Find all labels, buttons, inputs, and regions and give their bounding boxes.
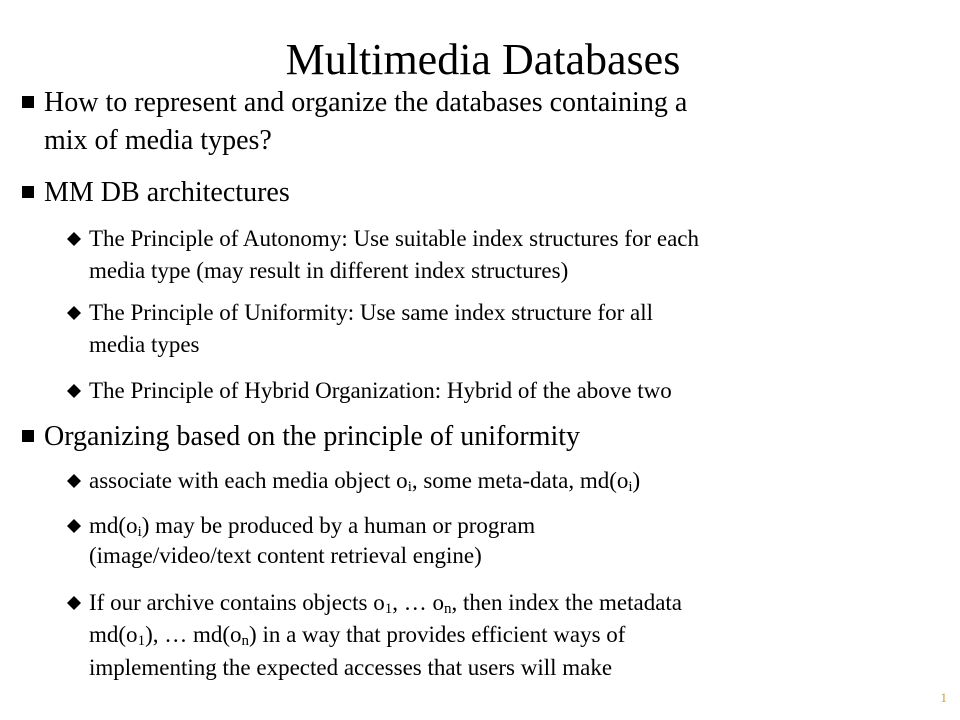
sub-bullet-text: (image/video/text content retrieval engine) [89, 543, 482, 568]
diamond-bullet-icon [67, 306, 81, 320]
bullet-text: Organizing based on the principle of uniformity [44, 421, 581, 452]
sub-bullet-text: The Principle of Autonomy: Use suitable index structures for each [89, 226, 699, 251]
diamond-bullet-icon [67, 596, 81, 610]
diamond-bullet-icon [67, 232, 81, 246]
sub-bullet-text: $md(o_i)$ may be produced by a human or program [89, 513, 536, 540]
sub-bullet-text: If our archive contains objects $o_1$, … $o_n$, then index the metadata [89, 590, 683, 617]
sub-bullet-text: associate with each media object $o_i$, some meta-data, $md(o_i)$ [89, 468, 641, 495]
diamond-bullet-icon [67, 384, 81, 398]
slide-title: Multimedia Databases [285, 35, 681, 84]
square-bullet-icon [22, 186, 34, 198]
diamond-bullet-icon [67, 519, 81, 533]
sub-bullet-text: The Principle of Uniformity: Use same index structure for all [89, 300, 653, 325]
sub-bullet-text: The Principle of Hybrid Organization: Hybrid of the above two [89, 378, 672, 403]
sub-bullet-text: media type (may result in different index structures) [89, 258, 569, 283]
bullet-text: MM DB architectures [44, 177, 290, 208]
diamond-bullet-icon [67, 474, 81, 488]
bullet-text: How to represent and organize the databases containing a [44, 87, 688, 118]
sub-bullet-text: media types [89, 332, 200, 357]
sub-bullet-text: implementing the expected accesses that users will make [89, 655, 613, 680]
square-bullet-icon [22, 96, 34, 108]
square-bullet-icon [22, 430, 34, 442]
bullet-text: mix of media types? [44, 125, 272, 156]
sub-bullet-text: $md(o_1)$, … $md(o_n)$ in a way that provides efficient ways of [89, 622, 626, 649]
page-number: 1 [940, 690, 947, 705]
